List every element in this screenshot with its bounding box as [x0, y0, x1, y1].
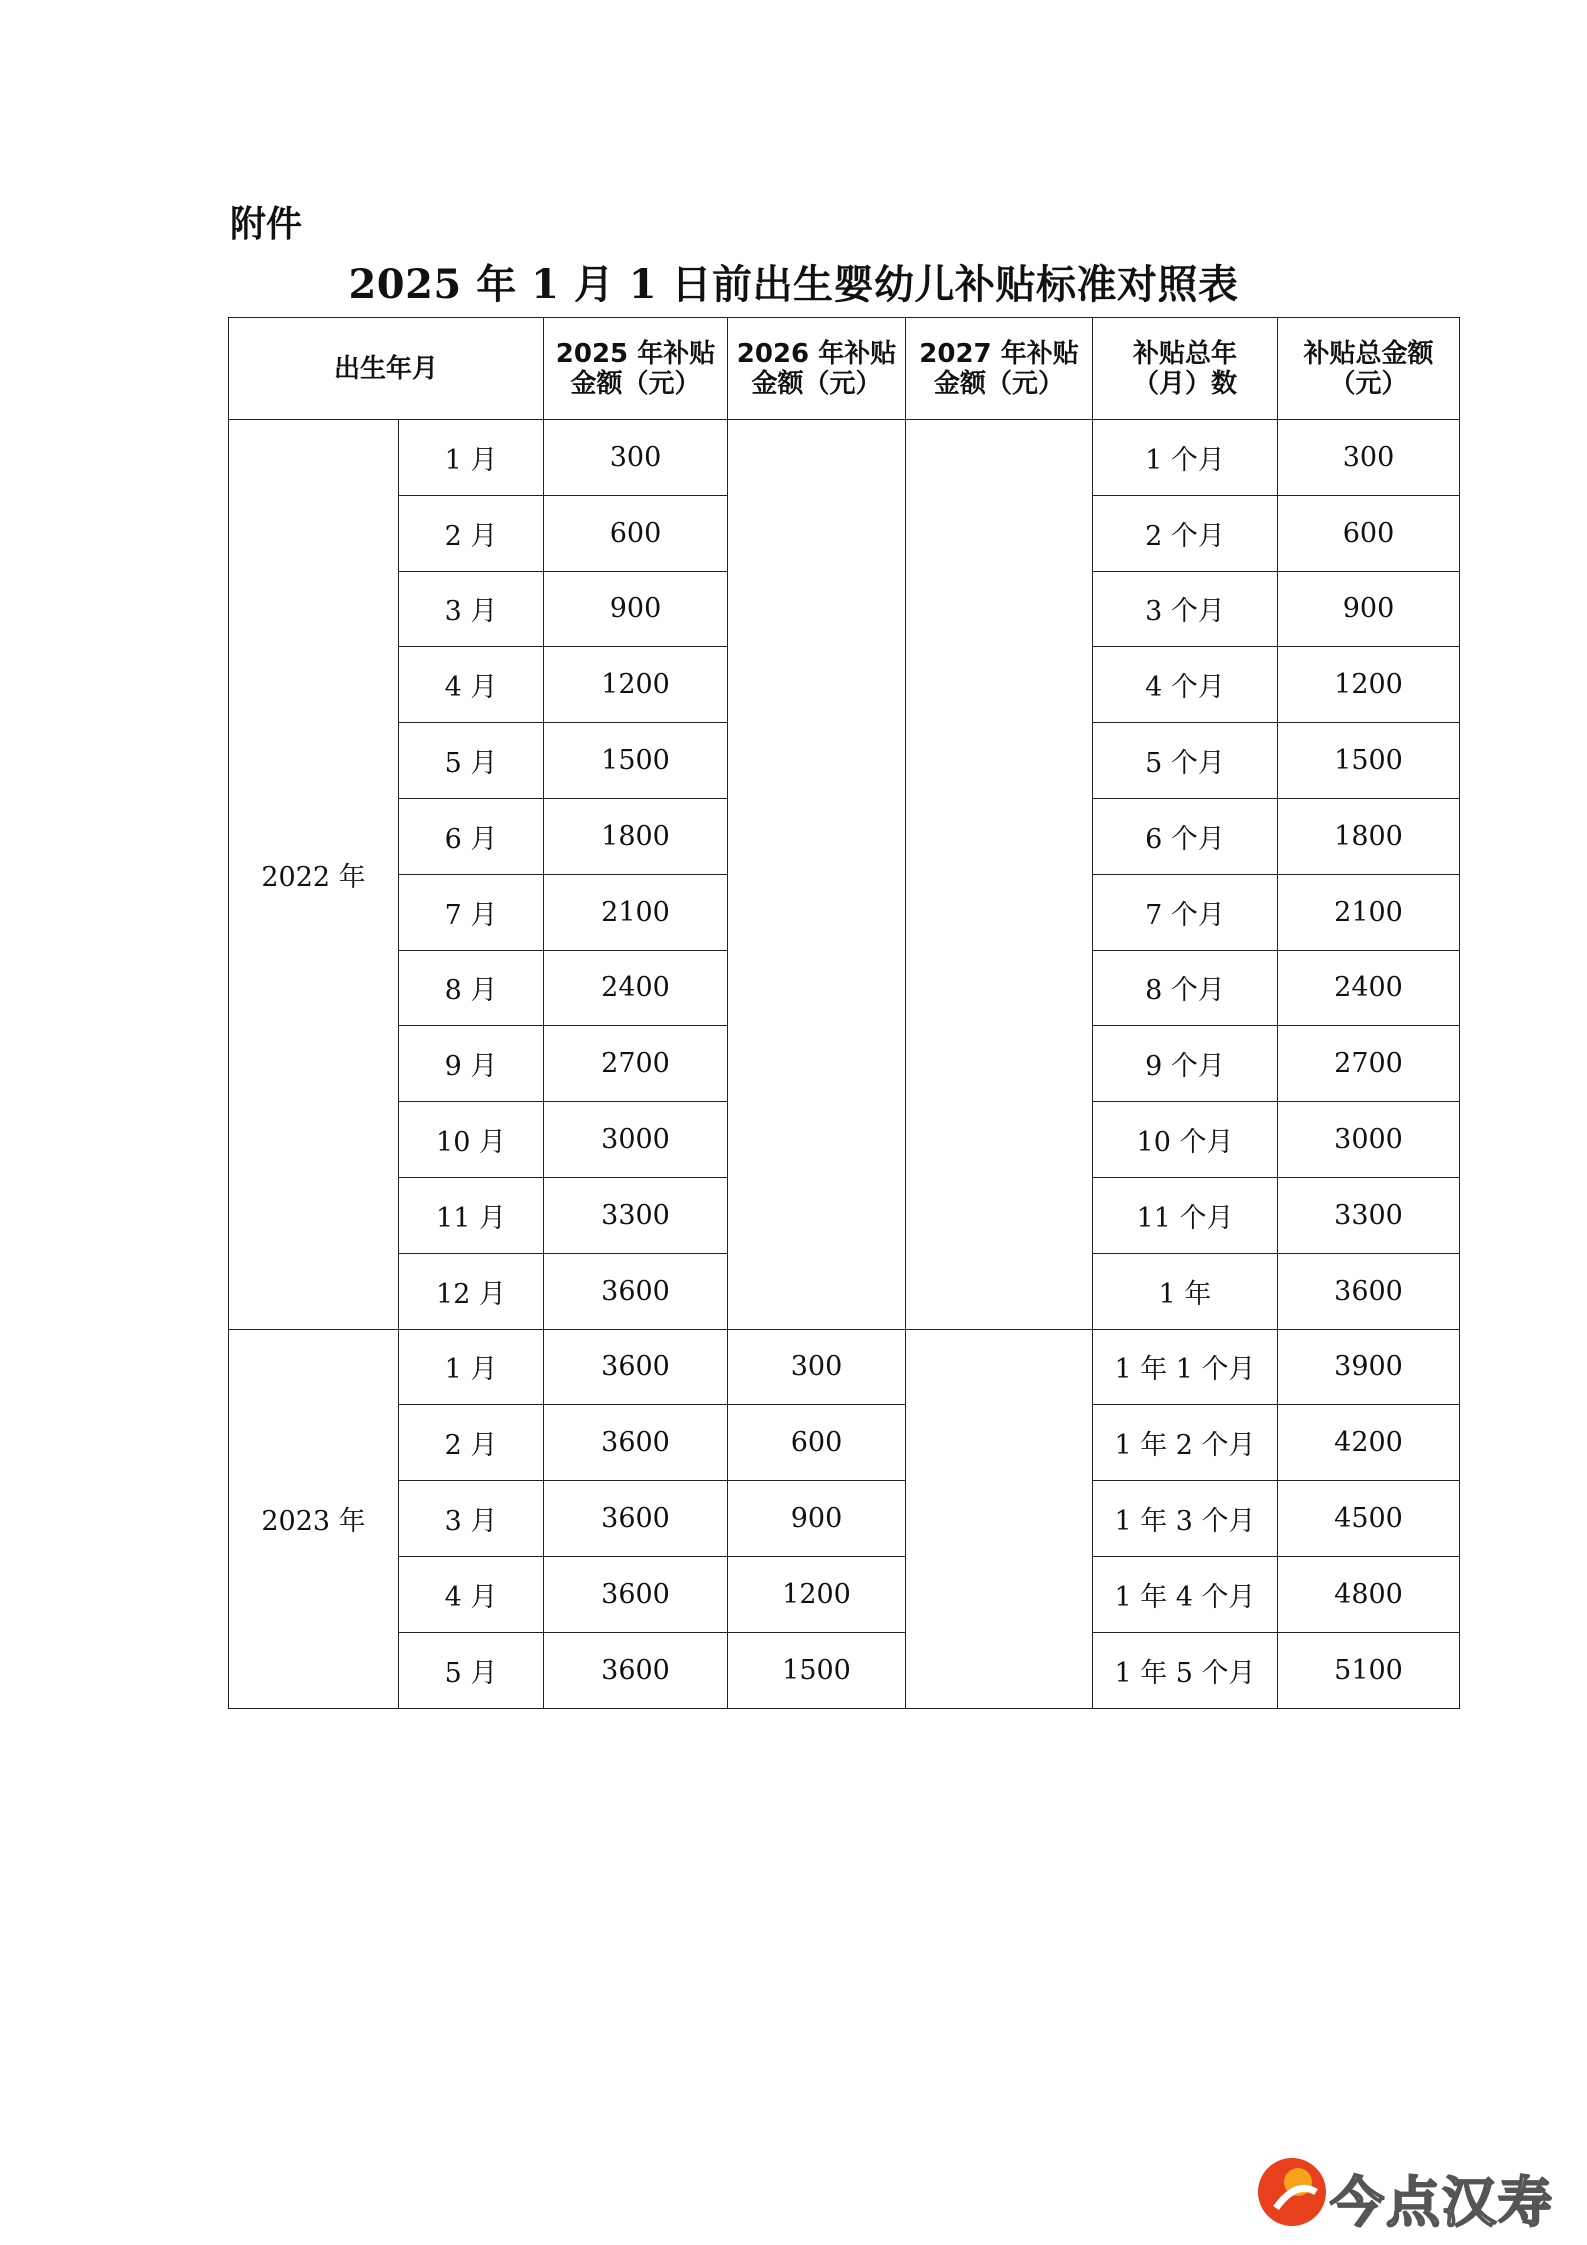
total-cell: 2700: [1278, 1026, 1460, 1102]
amount-2025-cell: 3000: [544, 1102, 728, 1178]
amount-2026-cell: 600: [728, 1405, 906, 1481]
duration-cell: 2 个月: [1093, 495, 1278, 571]
amount-2027-cell: [906, 1329, 1093, 1708]
month-cell: 2 月: [399, 495, 544, 571]
amount-2025-cell: 1800: [544, 798, 728, 874]
table-row: [229, 1632, 1460, 1708]
amount-2025-cell: 3300: [544, 1177, 728, 1253]
total-cell: 3300: [1278, 1177, 1460, 1253]
month-cell: 12 月: [399, 1253, 544, 1329]
duration-cell: 5 个月: [1093, 723, 1278, 799]
amount-2027-cell: [906, 420, 1093, 1330]
total-cell: 4800: [1278, 1556, 1460, 1632]
amount-2025-cell: 600: [544, 495, 728, 571]
amount-2025-cell: 3600: [544, 1253, 728, 1329]
duration-cell: 9 个月: [1093, 1026, 1278, 1102]
month-cell: 1 月: [399, 420, 544, 496]
header-2025: 2025 年补贴 金额（元）: [544, 318, 728, 420]
header-duration: 补贴总年 （月）数: [1093, 318, 1278, 420]
duration-cell: 8 个月: [1093, 950, 1278, 1026]
table-row: [229, 1405, 1460, 1481]
total-cell: 3000: [1278, 1102, 1460, 1178]
month-cell: 1 月: [399, 1329, 544, 1405]
month-cell: 9 月: [399, 1026, 544, 1102]
amount-2026-cell: 300: [728, 1329, 906, 1405]
amount-2025-cell: 3600: [544, 1556, 728, 1632]
year-cell: 2023 年: [229, 1329, 399, 1708]
table-row: [229, 420, 1460, 496]
total-cell: 4500: [1278, 1481, 1460, 1557]
duration-cell: 6 个月: [1093, 798, 1278, 874]
amount-2025-cell: 300: [544, 420, 728, 496]
duration-cell: 10 个月: [1093, 1102, 1278, 1178]
amount-2025-cell: 3600: [544, 1329, 728, 1405]
table-header-row: [229, 318, 1460, 420]
month-cell: 5 月: [399, 1632, 544, 1708]
duration-cell: 1 个月: [1093, 420, 1278, 496]
header-birth: 出生年月: [229, 318, 544, 420]
month-cell: 6 月: [399, 798, 544, 874]
duration-cell: 1 年 1 个月: [1093, 1329, 1278, 1405]
amount-2025-cell: 900: [544, 571, 728, 647]
duration-cell: 1 年 4 个月: [1093, 1556, 1278, 1632]
month-cell: 3 月: [399, 1481, 544, 1557]
month-cell: 10 月: [399, 1102, 544, 1178]
total-cell: 5100: [1278, 1632, 1460, 1708]
amount-2025-cell: 2400: [544, 950, 728, 1026]
duration-cell: 1 年 5 个月: [1093, 1632, 1278, 1708]
month-cell: 7 月: [399, 874, 544, 950]
month-cell: 11 月: [399, 1177, 544, 1253]
table-row: [229, 1556, 1460, 1632]
duration-cell: 11 个月: [1093, 1177, 1278, 1253]
total-cell: 1500: [1278, 723, 1460, 799]
total-cell: 3900: [1278, 1329, 1460, 1405]
amount-2025-cell: 3600: [544, 1481, 728, 1557]
amount-2026-cell: 1200: [728, 1556, 906, 1632]
month-cell: 5 月: [399, 723, 544, 799]
total-cell: 2400: [1278, 950, 1460, 1026]
amount-2026-cell: 900: [728, 1481, 906, 1557]
duration-cell: 1 年 2 个月: [1093, 1405, 1278, 1481]
duration-cell: 1 年: [1093, 1253, 1278, 1329]
month-cell: 2 月: [399, 1405, 544, 1481]
amount-2025-cell: 1500: [544, 723, 728, 799]
watermark-text: 今点汉寿: [1330, 2171, 1554, 2234]
total-cell: 2100: [1278, 874, 1460, 950]
month-cell: 4 月: [399, 647, 544, 723]
document-title: 2025 年 1 月 1 日前出生婴幼儿补贴标准对照表: [348, 261, 1239, 308]
year-cell: 2022 年: [229, 420, 399, 1330]
total-cell: 900: [1278, 571, 1460, 647]
amount-2025-cell: 3600: [544, 1405, 728, 1481]
header-2026: 2026 年补贴 金额（元）: [728, 318, 906, 420]
amount-2026-cell: [728, 420, 906, 1330]
header-2027: 2027 年补贴 金额（元）: [906, 318, 1093, 420]
month-cell: 3 月: [399, 571, 544, 647]
month-cell: 4 月: [399, 1556, 544, 1632]
total-cell: 3600: [1278, 1253, 1460, 1329]
attachment-label: 附件: [230, 204, 303, 245]
table-row: [229, 1481, 1460, 1557]
duration-cell: 3 个月: [1093, 571, 1278, 647]
month-cell: 8 月: [399, 950, 544, 1026]
duration-cell: 4 个月: [1093, 647, 1278, 723]
total-cell: 600: [1278, 495, 1460, 571]
subsidy-table: [228, 317, 1460, 1709]
amount-2025-cell: 3600: [544, 1632, 728, 1708]
amount-2025-cell: 2700: [544, 1026, 728, 1102]
total-cell: 1800: [1278, 798, 1460, 874]
duration-cell: 1 年 3 个月: [1093, 1481, 1278, 1557]
amount-2026-cell: 1500: [728, 1632, 906, 1708]
total-cell: 300: [1278, 420, 1460, 496]
header-total: 补贴总金额 （元）: [1278, 318, 1460, 420]
amount-2025-cell: 2100: [544, 874, 728, 950]
total-cell: 1200: [1278, 647, 1460, 723]
total-cell: 4200: [1278, 1405, 1460, 1481]
table-row: [229, 1329, 1460, 1405]
amount-2025-cell: 1200: [544, 647, 728, 723]
duration-cell: 7 个月: [1093, 874, 1278, 950]
